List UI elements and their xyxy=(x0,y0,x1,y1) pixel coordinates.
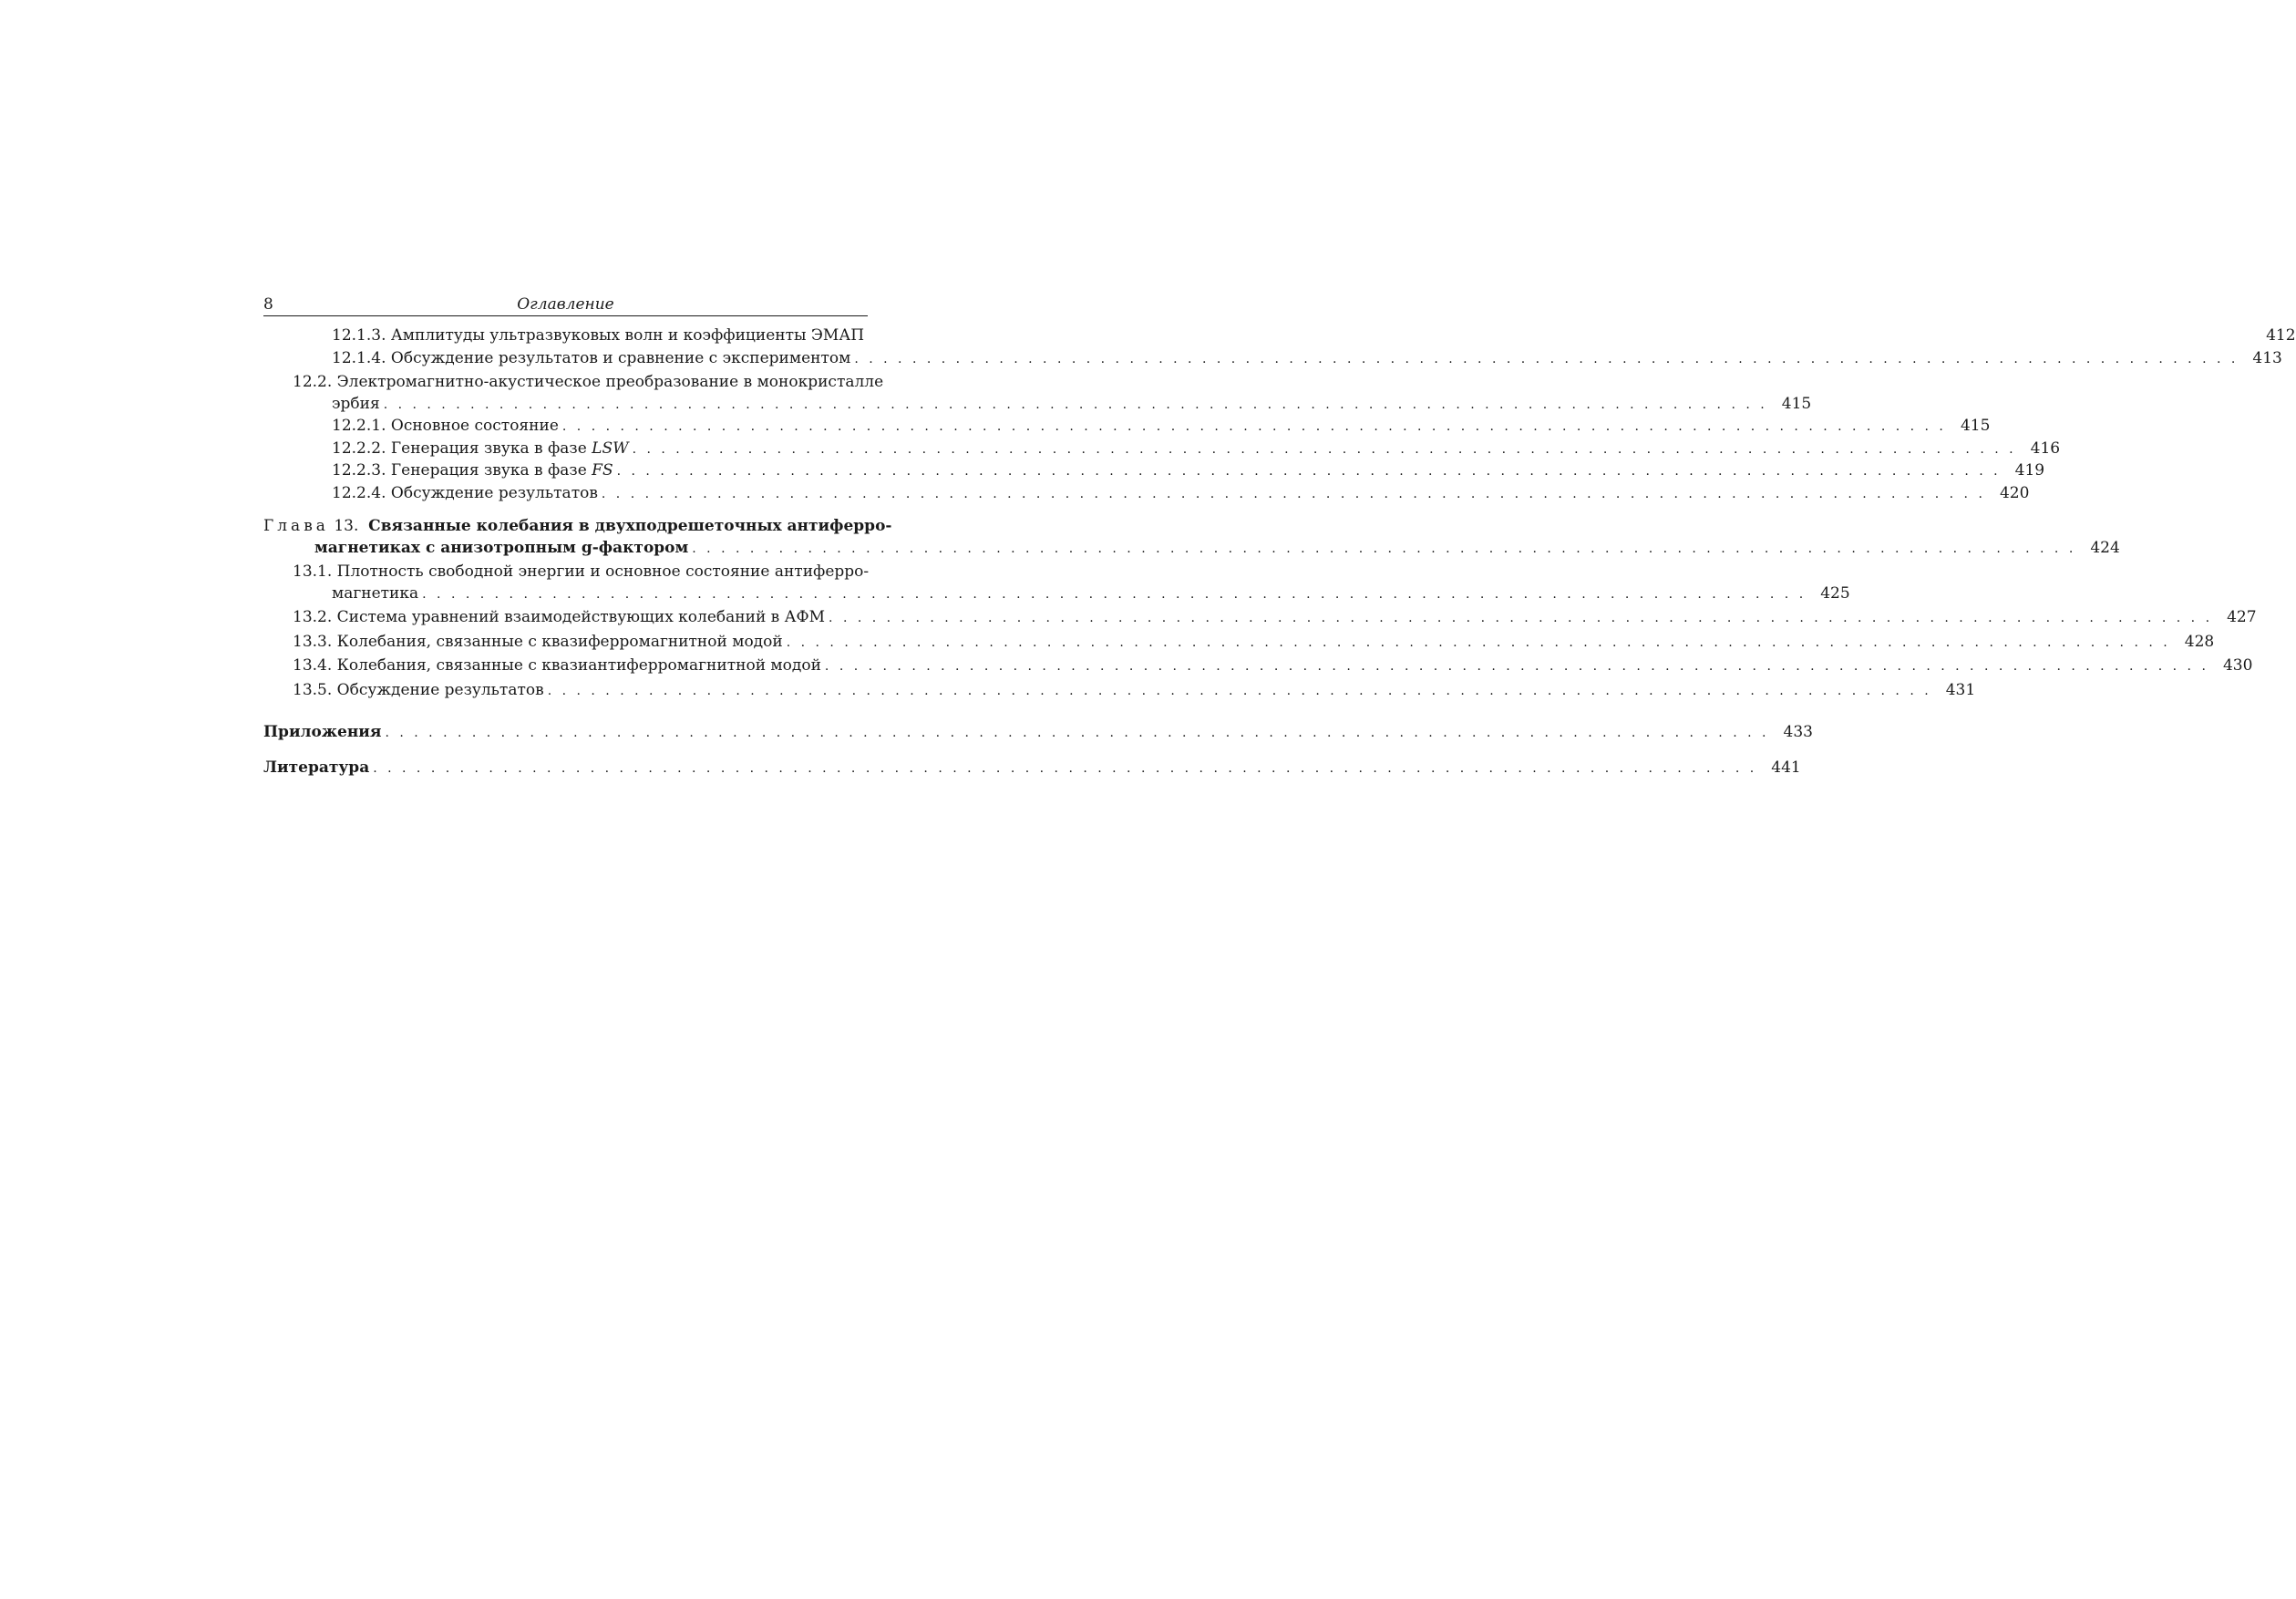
running-header xyxy=(263,292,868,316)
entry-number: 12.1.4. xyxy=(332,348,386,367)
entry-page: 430 xyxy=(2222,656,2253,675)
dot-leader xyxy=(854,349,2239,371)
dot-leader xyxy=(787,633,2171,655)
chapter-entry-continuation[interactable] xyxy=(263,538,2120,561)
table-of-contents xyxy=(263,325,2296,779)
dot-leader xyxy=(617,461,2002,483)
entry-title: Плотность свободной энергии и основное состояние антиферро- xyxy=(336,562,870,581)
literature-page: 441 xyxy=(1771,758,1801,777)
entry-page: 427 xyxy=(2227,608,2257,626)
entry-number: 13.5. xyxy=(293,680,333,699)
entry-page: 413 xyxy=(2252,348,2282,367)
running-title: Оглавление xyxy=(517,295,614,314)
chapter-title: магнетиках с анизотропным g-фактором xyxy=(314,538,689,557)
appendix-page: 433 xyxy=(1783,723,1813,741)
dot-leader xyxy=(829,608,2213,630)
chapter-page: 424 xyxy=(2090,538,2120,557)
entry-number: 12.2.4. xyxy=(332,483,386,502)
entry-number: 13.3. xyxy=(293,632,333,651)
entry-page: 416 xyxy=(2030,438,2061,458)
toc-entry[interactable] xyxy=(263,372,884,394)
toc-entry[interactable] xyxy=(263,325,2296,348)
entry-title: Электромагнитно-акустическое преобразование в монокристалле xyxy=(336,373,884,391)
dot-leader xyxy=(602,484,1986,506)
appendix-title: Приложения xyxy=(263,723,382,741)
entry-number: 13.4. xyxy=(293,656,333,675)
literature-title: Литература xyxy=(263,758,370,777)
toc-entry[interactable] xyxy=(263,680,1976,703)
entry-page: 428 xyxy=(2184,632,2215,651)
toc-entry[interactable] xyxy=(263,632,2215,655)
toc-entry[interactable] xyxy=(263,460,2045,483)
entry-title xyxy=(391,460,613,482)
chapter-number: 13. xyxy=(334,517,359,535)
entry-title: Колебания, связанные с квазиферромагнитной модой xyxy=(336,632,783,651)
dot-leader xyxy=(422,584,1807,606)
entry-page: 419 xyxy=(2014,461,2045,480)
entry-number: 12.2. xyxy=(293,373,333,391)
toc-entry[interactable] xyxy=(263,655,2253,678)
chapter-entry[interactable] xyxy=(263,516,892,538)
literature-entry[interactable] xyxy=(263,758,1801,780)
toc-page xyxy=(263,292,2296,779)
toc-entry[interactable] xyxy=(263,438,2061,461)
dot-leader xyxy=(548,681,1932,703)
entry-number: 13.2. xyxy=(293,608,333,626)
entry-title: эрбия xyxy=(332,394,380,413)
entry-page: 415 xyxy=(1960,417,1991,435)
entry-page: 420 xyxy=(1999,483,2030,502)
entry-title: магнетика xyxy=(332,583,419,603)
entry-number: 12.2.1. xyxy=(332,417,386,435)
dot-leader xyxy=(384,395,1768,417)
dot-leader xyxy=(562,417,1947,438)
entry-title-text: Генерация звука в фазе xyxy=(390,461,587,480)
entry-number: 13.1. xyxy=(293,562,333,581)
entry-page: 412 xyxy=(2266,326,2296,345)
toc-entry-continuation[interactable] xyxy=(263,394,1812,417)
dot-leader xyxy=(825,656,2209,678)
dot-leader xyxy=(385,723,1769,745)
appendix-entry[interactable] xyxy=(263,722,1813,745)
entry-title: Обсуждение результатов xyxy=(390,483,598,502)
entry-number: 12.2.3. xyxy=(332,461,386,480)
toc-entry[interactable] xyxy=(263,483,2030,506)
dot-leader xyxy=(692,539,2076,561)
toc-entry-continuation[interactable] xyxy=(263,583,1850,606)
entry-title-italic: LSW xyxy=(592,438,629,458)
entry-title: Колебания, связанные с квазиантиферромагнитной модой xyxy=(336,656,821,675)
chapter-prefix: Глава xyxy=(263,517,329,535)
entry-title: Обсуждение результатов xyxy=(336,680,544,699)
entry-title: Система уравнений взаимодействующих колебаний в АФМ xyxy=(336,608,826,626)
dot-leader xyxy=(633,439,2017,461)
entry-title: Основное состояние xyxy=(390,417,559,435)
toc-entry[interactable] xyxy=(263,607,2257,630)
toc-entry[interactable] xyxy=(263,416,1991,438)
chapter-title: Связанные колебания в двухподрешеточных антиферро- xyxy=(368,517,892,535)
entry-title: Обсуждение результатов и сравнение с экспериментом xyxy=(390,348,851,367)
toc-entry[interactable] xyxy=(263,348,2282,371)
entry-title: Амплитуды ультразвуковых волн и коэффициенты ЭМАП xyxy=(390,326,865,345)
toc-entry[interactable] xyxy=(263,562,868,583)
page-number: 8 xyxy=(263,295,273,314)
entry-number: 12.1.3. xyxy=(332,326,386,345)
entry-title-text: Генерация звука в фазе xyxy=(390,438,587,458)
dot-leader xyxy=(373,758,1757,780)
entry-number: 12.2.2. xyxy=(332,438,386,458)
entry-page: 425 xyxy=(1820,583,1850,603)
entry-page: 415 xyxy=(1781,394,1812,413)
entry-title-italic: FS xyxy=(592,461,613,480)
entry-page: 431 xyxy=(1945,680,1976,699)
entry-title xyxy=(391,438,629,460)
